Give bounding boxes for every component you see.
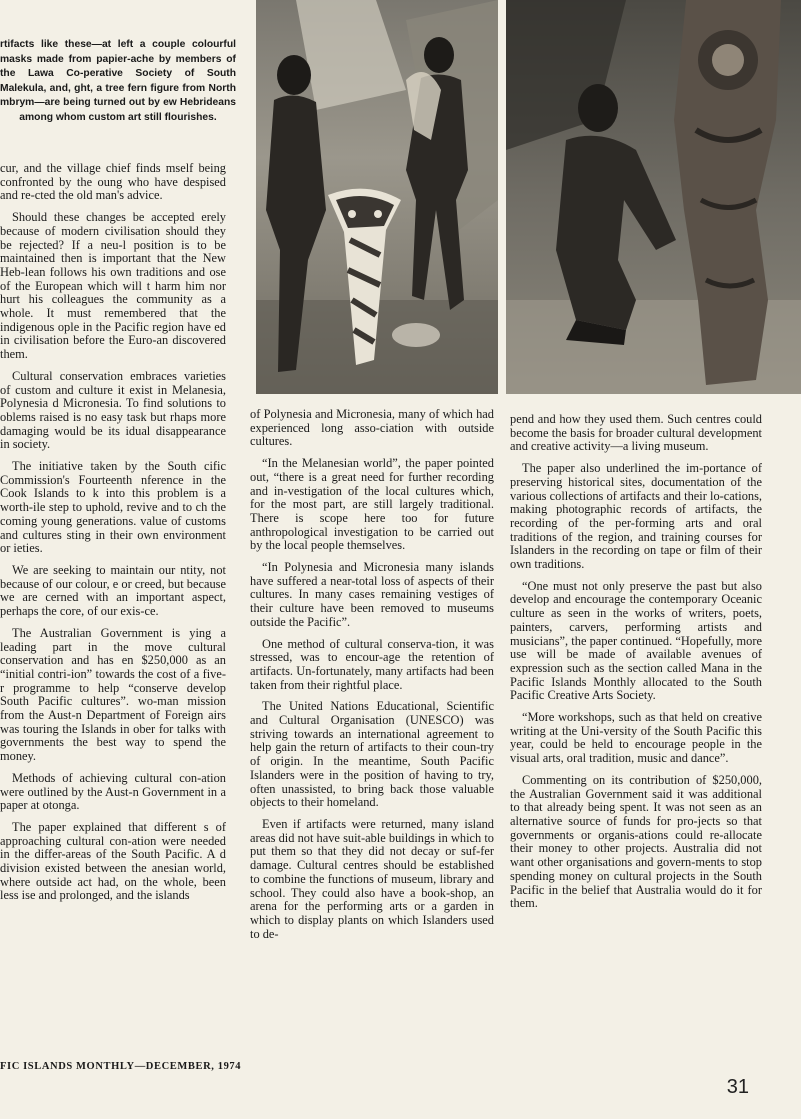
paragraph: The paper also underlined the im-portance of preserving historical sites, documentation of the various collections of artifacts and their lo-cations, making photographic records of artifacts, the recording of the per-forming arts and oral traditions of the region, and training courses for Islanders in the recording on tape or film of their own traditions.: [510, 461, 762, 572]
paragraph: of Polynesia and Micronesia, many of which had experienced long asso-ciation with outside cultures.: [250, 407, 494, 449]
paragraph: Methods of achieving cultural con-ation were outlined by the Aust-n Government in a paper at otonga.: [0, 770, 226, 813]
photo-caption: rtifacts like these—at left a couple colourful masks made from papier-ache by members of the Lawa Co-perative Society of South Malekula, and, ght, a tree fern figure from North mbrym—are being turned out by ew Hebrideans among whom custom art still flourishes.: [0, 39, 236, 123]
paragraph: “In the Melanesian world”, the paper pointed out, “there is a great need for further recording and in-vestigation of the local cultures which, for the most part, are still largely traditional. There is scope here too for future anthropological investigation to be carried out by the local people themselves.: [250, 456, 494, 553]
paragraph: Should these changes be accepted erely because of modern civilisation should they be rejected? If a neu-l position is to be maintained then is important that the New Heb-lean follows his own traditions and ose of the European which will t harm him nor hurt his colleagues the community as a whole. It must remembered that the indigenous ople in the Pacific region have ed in civilisation before the Euro-an discovered them.: [0, 210, 226, 362]
paragraph: The paper explained that different s of approaching cultural con-ation were needed in the differ-areas of the South Pacific. A d division existed between the anesian world, where outside act had, on the whole, been less ise and prolonged, and the islands: [0, 819, 226, 903]
paragraph: The initiative taken by the South cific Commission's Fourteenth nference in the Cook Islands to k into this problem is a worth-ile step to uphold, revive and to ch the coming young generations. value of customs and cultures sting in their own environment or ieties.: [0, 459, 226, 556]
page-number: 31: [726, 1076, 749, 1098]
paragraph: “In Polynesia and Micronesia many islands have suffered a near-total loss of aspects of their cultures. In many cases remaining vestiges of their culture have been removed to museums outside the Pacific”.: [250, 560, 494, 629]
article-column-3: [510, 413, 762, 919]
paragraph: We are seeking to maintain our ntity, not because of our colour, e or creed, but because we are cerned with an important aspect, perhaps the core, of our exis-ce.: [0, 562, 226, 619]
photo-tree-fern-figure: [506, 0, 801, 394]
photo-mask-makers: [256, 0, 498, 394]
paragraph: pend and how they used them. Such centres could become the basis for broader cultural development and creative activity—a living museum.: [510, 412, 762, 454]
paragraph: cur, and the village chief finds mself being confronted by the oung who have despised and re-cted the old man's advice.: [0, 161, 226, 203]
paragraph: The United Nations Educational, Scientific and Cultural Organisation (UNESCO) was striving towards an international agreement to help gain the return of artifacts to their coun-try of origin. In the meantime, South Pacific Islanders were in the position of having to try, often unassisted, to bring back those valuable objects to their homeland.: [250, 699, 494, 810]
paragraph: “One must not only preserve the past but also develop and encourage the contemporary Oceanic culture as seen in the works of writers, poets, painters, carvers, performing artists and musicians”, the paper continued. “Hopefully, more use will be made of available avenues of expression such as the section called Mana in the Pacific Islands Monthly allocated to the South Pacific Creative Arts Society.: [510, 578, 762, 703]
paragraph: “More workshops, such as that held on creative writing at the Uni-versity of the South Pacific this year, could be held to encourage people in the visual arts, oral tradition, music and dance”.: [510, 710, 762, 766]
article-column-2: [250, 408, 494, 949]
paragraph: One method of cultural conserva-tion, it was stressed, was to encour-age the retention of artifacts. Un-fortunately, many artifacts had been taken from their rightful place.: [250, 636, 494, 692]
paragraph: Cultural conservation embraces varieties of custom and culture it exist in Melanesia, Polynesia d Micronesia. To find solutions to oblems raised is no easy task but rhaps more damaging would be its idual disappearance in society.: [0, 368, 226, 452]
paragraph: Commenting on its contribution of $250,000, the Australian Government said it was additional to that already being spent. It was not seen as an alternative source of funds for pro-jects so that governments or organis-ations could re-allocate their money to other projects. Australia did not want other organisations and govern-ments to stop spending money on cultural projects in the South Pacific in the belief that Australia would do it for them.: [510, 772, 762, 911]
running-footer: FIC ISLANDS MONTHLY—DECEMBER, 1974: [0, 1061, 242, 1072]
article-column-1: [0, 162, 226, 911]
paragraph: The Australian Government is ying a leading part in the move cultural conservation and has en $250,000 as an “initial contri-ion” towards the cost of a five-r programme to help “conserve develop South Pacific cultures”. wo-man mission from the Aust-n Department of Foreign airs was touring the Islands in ober for talks with governments the best way to spend the money.: [0, 625, 226, 764]
paragraph: Even if artifacts were returned, many island areas did not have suit-able buildings in which to put them so that they did not decay or suf-fer damage. Cultural centres should be established to combine the functions of museum, library and school. They could also have a book-shop, an arena for the performing arts or a garden in which to display plants on which Islanders used to de-: [250, 816, 494, 941]
